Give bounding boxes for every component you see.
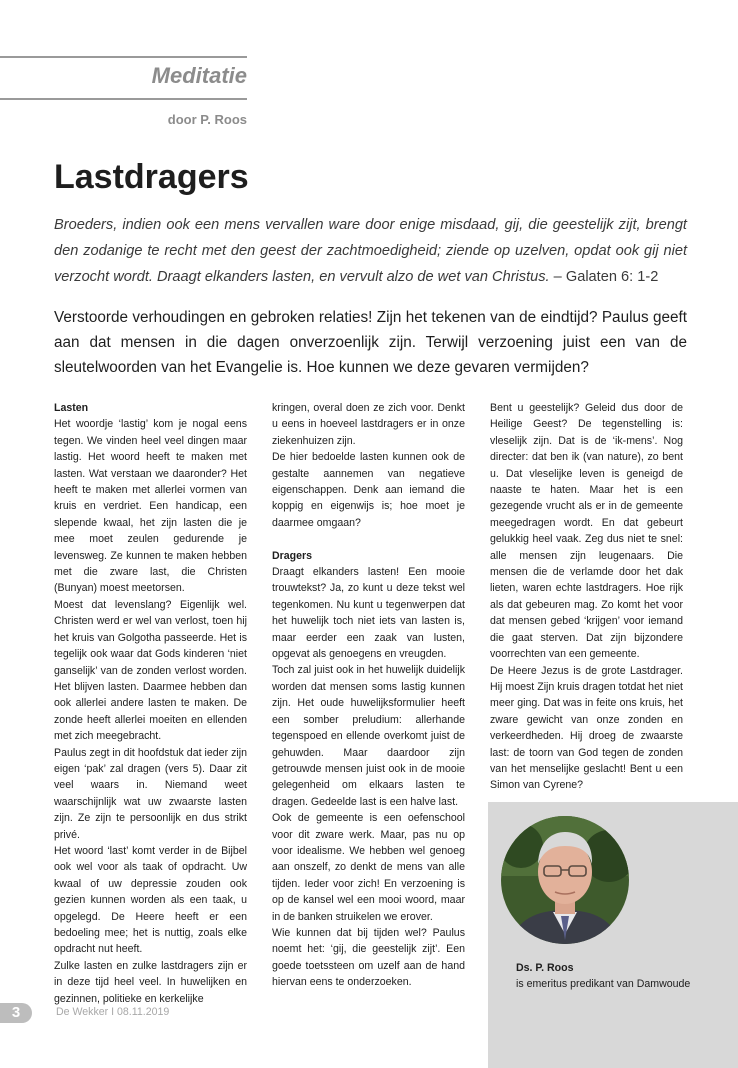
paragraph: Moest dat levenslang? Eigenlijk wel. Christen werd er wel van verlost, toen hij het kruis van Golgotha passeerde. Het is tegelijk ook waar dat Gods kinderen ‘niet ganselijk’ van de zonden verlost worden. Het blijven lasten. Daarmee hebben dan ook allerlei andere lasten te maken. De zonde heeft allerlei moeiten en ellenden met zich meegebracht. bbox=[54, 598, 247, 743]
paragraph: Zulke lasten en zulke lastdragers zijn er in deze tijd heel veel. In huwelijken en gezinnen, politieke en kerkelijke bbox=[54, 959, 247, 1005]
subheading-dragers: Dragers bbox=[272, 549, 313, 562]
bible-verse bbox=[54, 212, 687, 290]
paragraph: De hier bedoelde lasten kunnen ook de gestalte aannemen van negatieve eigenschappen. Denk aan iemand die koppig en eigenwijs is; hoe moet je daarmee omgaan? bbox=[272, 451, 465, 529]
lead-paragraph: Verstoorde verhoudingen en gebroken relaties! Zijn het tekenen van de eindtijd? Paulus geeft aan dat mensen in die dagen onverzoenlijk zijn. Terwijl verzoening juist een van de sleutelwoorden van het Evangelie is. Hoe kunnen we deze gevaren vermijden? bbox=[54, 309, 687, 376]
paragraph: Ook de gemeente is een oefenschool voor dit zware werk. Maar, pas nu op voor idealisme. We hebben wel genoeg aan onszelf, zo denkt de mens van alle tijden. Ieder voor zich! En verzoening is op de kansel wel een mooi woord, maar in de banken struikelen we erover. bbox=[272, 812, 465, 923]
paragraph: kringen, overal doen ze zich voor. Denkt u eens in hoeveel lastdragers er in onze ziekenhuizen zijn. bbox=[272, 402, 465, 447]
footer-publication: De Wekker I 08.11.2019 bbox=[56, 1006, 170, 1018]
author-portrait bbox=[501, 816, 629, 944]
column-3 bbox=[490, 400, 683, 794]
page-number: 3 bbox=[0, 1003, 32, 1023]
author-role: is emeritus predikant van Damwoude bbox=[516, 978, 691, 990]
author-name: Ds. P. Roos bbox=[516, 962, 574, 974]
verse-text: Broeders, indien ook een mens vervallen ware door enige misdaad, gij, die geestelijk zijt, brengt den zodanige te recht met den geest der zachtmoedigheid; ziende op uzelven, opdat ook gij niet verzocht wordt. Draagt elkanders lasten, en vervult alzo de wet van Christus. bbox=[54, 217, 687, 285]
paragraph: Bent u geestelijk? Geleid dus door de Heilige Geest? De tegenstelling is: vleselijk zijn. Dat is de ‘ik-mens’. Nog directer: dat ben ik (van nature), zo bent u. Dat vleselijke leven is geneigd de naaste te haten. Maar het is een gezegende vrucht als er in de gemeente meegedragen wordt. En dat gebeurt gelukkig heel vaak. Zeg dus niet te snel: alle mensen zijn leugenaars. Die mensen die de verlamde door het dak lieten, waren echte lastdragers. Hoe rijk als dat gebeuren mag. Zo komt het voor dat mensen gebed ‘krijgen’ voor iemand die gaat sterven. Dat zijn bijzondere voorrechten van een gemeente. bbox=[490, 402, 683, 661]
verse-reference: – Galaten 6: 1-2 bbox=[549, 269, 659, 285]
portrait-image bbox=[501, 816, 629, 944]
paragraph: Het woord ‘last’ komt verder in de Bijbel ook wel voor als taak of opdracht. Uw kwaal of uw depressie zouden ook gezien kunnen worden als een taak, u opgelegd. De Heere heeft er een bedoeling mee; het is nuttig, zoals elke opdracht nut heeft. bbox=[54, 844, 247, 956]
paragraph: Draagt elkanders lasten! Een mooie trouwtekst? Ja, zo kunt u deze tekst wel tegenkomen. Nu kunt u tegenwerpen dat het huwelijk toch niet iets van lasten is, maar eerder een zaak van lusten, opgevat als genoegens en vreugden. bbox=[272, 566, 465, 661]
column-1 bbox=[54, 400, 247, 1007]
paragraph: Het woordje ‘lastig’ kom je nogal eens tegen. We vinden heel veel dingen maar lastig. Het woord heeft te maken met lasten. Wat verstaan we daaronder? Het heeft te maken met allerlei vormen van kruis en verdriet. Een handicap, een slepende kwaal, het zijn lasten die je mee moet zeulen gedurende je levensweg. Ze kunnen te maken hebben met die zware last, die Christen (Bunyan) moest meetorsen. bbox=[54, 418, 247, 595]
section-label: Meditatie bbox=[151, 63, 247, 88]
paragraph: Toch zal juist ook in het huwelijk duidelijk worden dat mensen soms lastig kunnen zijn. Het oude huwelijksformulier heeft een somber preludium: allerhande tegenspoed en ellende overkomt juist de gehuwden. Maar daardoor zijn getrouwde mensen juist ook in de mooie gelegenheid om elkaars lasten te dragen. Gedeelde last is een halve last. bbox=[272, 664, 465, 808]
paragraph: De Heere Jezus is de grote Lastdrager. Hij moest Zijn kruis dragen totdat het niet meer ging. Dat was in feite ons kruis, het zware gewicht van onze zonden en verkeerdheden. Hij droeg de zwaarste last: de toorn van God tegen de zonden van het menselijke geslacht! Bent u een Simon van Cyrene? bbox=[490, 664, 683, 792]
header-rule-bottom bbox=[0, 98, 247, 100]
article-title: Lastdragers bbox=[54, 158, 249, 196]
byline: door P. Roos bbox=[167, 112, 247, 127]
header-rule-top bbox=[0, 56, 247, 58]
column-2 bbox=[272, 400, 465, 991]
paragraph: Paulus zegt in dit hoofdstuk dat ieder zijn eigen ‘pak’ zal dragen (vers 5). Daar zit veel waars in. Niemand weet waarschijnlijk wat uw zwaarste lasten zijn. Ze zijn te persoonlijk en dus strikt privé. bbox=[54, 746, 247, 841]
paragraph: Wie kunnen dat bij tijden wel? Paulus noemt het: ‘gij, die geestelijk zijt’. Een goede toetssteen om uzelf aan de hand hiervan eens te onderzoeken. bbox=[272, 926, 465, 989]
subheading-lasten: Lasten bbox=[54, 402, 89, 414]
